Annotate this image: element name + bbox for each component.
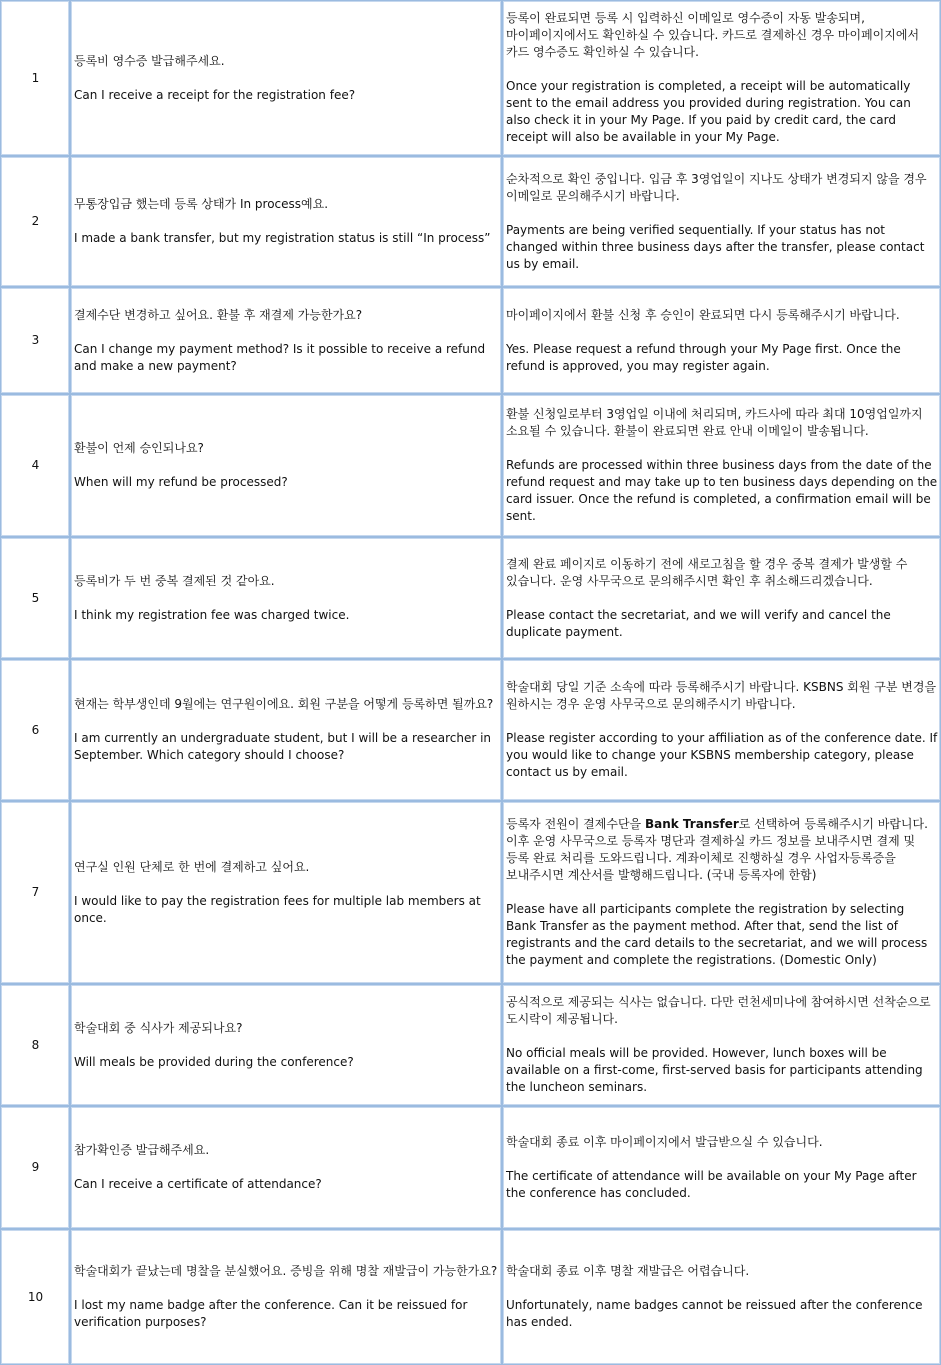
table-row — [0, 394, 941, 537]
answer-korean: 마이페이지에서 환불 신청 후 승인이 완료되면 다시 등록해주시기 바랍니다. — [506, 307, 900, 322]
answer-korean-text: 등록자 전원이 결제수단을 — [506, 817, 645, 831]
answer-cell — [502, 287, 941, 394]
row-number: 10 — [0, 1229, 70, 1365]
answer-korean: 학술대회 종료 이후 명찰 재발급은 어렵습니다. — [506, 1264, 750, 1278]
row-number: 7 — [0, 801, 70, 984]
answer-korean: 학술대회 당일 기준 소속에 따라 등록해주시기 바랍니다. KSBNS 회원 구분 변경을 원하시는 경우 운영 사무국으로 문의해주시기 바랍니다. — [506, 680, 937, 711]
question-english: I think my registration fee was charged twice. — [74, 607, 350, 622]
row-number: 9 — [0, 1106, 70, 1229]
question-cell — [70, 287, 502, 394]
answer-korean: 결제 완료 페이지로 이동하기 전에 새로고침을 할 경우 중복 결제가 발생할 수 있습니다. 운영 사무국으로 문의해주시면 확인 후 취소해드리겠습니다. — [506, 556, 908, 588]
answer-cell — [502, 1106, 941, 1229]
question-english: I am currently an undergraduate student, but I will be a researcher in September. Which category should I choose? — [74, 731, 492, 762]
question-cell — [70, 659, 502, 801]
question-korean: 연구실 인원 단체로 한 번에 결제하고 싶어요. — [74, 859, 310, 874]
row-number: 1 — [0, 0, 70, 156]
question-english: Can I receive a receipt for the registration fee? — [74, 87, 356, 102]
answer-cell — [502, 156, 941, 287]
answer-english: The certificate of attendance will be available on your My Page after the conference has concluded. — [506, 1168, 917, 1200]
answer-korean: 등록이 완료되면 등록 시 입력하신 이메일로 영수증이 자동 발송되며, 마이페이지에서도 확인하실 수 있습니다. 카드로 결제하신 경우 마이페이지에서 카드 영수증도 확인하실 수 있습니다. — [506, 11, 920, 59]
table-row — [0, 984, 941, 1106]
question-english: Will meals be provided during the conference? — [74, 1054, 354, 1069]
question-korean: 등록비가 두 번 중복 결제된 것 같아요. — [74, 573, 275, 588]
table-row — [0, 0, 941, 156]
table-row — [0, 156, 941, 287]
question-english: Can I change my payment method? Is it possible to receive a refund and make a new payment? — [74, 341, 486, 373]
question-korean: 등록비 영수증 발급해주세요. — [74, 53, 225, 68]
answer-english: No official meals will be provided. However, lunch boxes will be available on a first-come, first-served basis for participants attending the luncheon seminars. — [506, 1046, 923, 1094]
answer-korean: 환불 신청일로부터 3영업일 이내에 처리되며, 카드사에 따라 최대 10영업일까지 소요될 수 있습니다. 환불이 완료되면 완료 안내 이메일이 발송됩니다. — [506, 407, 923, 438]
answer-korean: 공식적으로 제공되는 식사는 없습니다. 다만 런천세미나에 참여하시면 선착순으로 도시락이 제공됩니다. — [506, 995, 931, 1026]
question-korean: 무통장입금 했는데 등록 상태가 In process예요. — [74, 197, 329, 211]
answer-english: Payments are being verified sequentially. If your status has not changed within three business days after the transfer, please contact us by email. — [506, 222, 925, 271]
row-number: 5 — [0, 537, 70, 659]
answer-cell — [502, 1229, 941, 1365]
table-row — [0, 287, 941, 394]
question-english: I lost my name badge after the conference. Can it be reissued for verification purposes? — [74, 1298, 468, 1329]
answer-english: Once your registration is completed, a receipt will be automatically sent to the email address you provided during registration. You can also check it in your My Page. If you paid by credit card, the card receipt will also be available in your My Page. — [506, 79, 911, 144]
answer-english: Refunds are processed within three business days from the date of the refund request and may take up to ten business days depending on the card issuer. Once the refund is completed, a confirmation email will be sent. — [506, 458, 938, 523]
row-number: 4 — [0, 394, 70, 537]
question-cell — [70, 801, 502, 984]
answer-english: Unfortunately, name badges cannot be reissued after the conference has ended. — [506, 1298, 923, 1329]
table-row — [0, 1229, 941, 1365]
table-row — [0, 801, 941, 984]
row-number: 6 — [0, 659, 70, 801]
question-cell — [70, 1106, 502, 1229]
question-korean: 환불이 언제 승인되나요? — [74, 441, 204, 455]
row-number: 3 — [0, 287, 70, 394]
question-cell — [70, 394, 502, 537]
question-korean: 현재는 학부생인데 9월에는 연구원이에요. 회원 구분을 어떻게 등록하면 될까요? — [74, 697, 494, 711]
answer-cell — [502, 537, 941, 659]
table-row — [0, 537, 941, 659]
question-english: I would like to pay the registration fees for multiple lab members at once. — [74, 893, 481, 925]
question-cell — [70, 0, 502, 156]
table-row — [0, 659, 941, 801]
table-row — [0, 1106, 941, 1229]
answer-cell — [502, 394, 941, 537]
row-number: 2 — [0, 156, 70, 287]
answer-cell — [502, 984, 941, 1106]
question-cell — [70, 984, 502, 1106]
question-korean: 참가확인증 발급해주세요. — [74, 1143, 210, 1157]
question-english: I made a bank transfer, but my registration status is still “In process” — [74, 231, 491, 245]
question-english: When will my refund be processed? — [74, 475, 288, 489]
answer-english: Please register according to your affiliation as of the conference date. If you would like to change your KSBNS membership category, please contact us by email. — [506, 731, 938, 779]
bank-transfer-emphasis: Bank Transfer — [644, 817, 739, 831]
answer-korean-text: 로 선택하여 등록해주시기 바랍니다. 이후 운영 사무국으로 등록자 명단과 결제하실 카드 정보를 보내주시면 결제 및 등록 완료 처리를 도와드립니다. 계좌이체로 진행하실 경우 사업자등록증을 보내주시면 계산서를 발행해드립니다. (국내 등록자에 한함) — [506, 817, 928, 882]
answer-korean: 학술대회 종료 이후 마이페이지에서 발급받으실 수 있습니다. — [506, 1134, 823, 1149]
answer-cell — [502, 0, 941, 156]
answer-english: Yes. Please request a refund through your My Page first. Once the refund is approved, you may register again. — [506, 341, 901, 373]
answer-english: Please have all participants complete the registration by selecting Bank Transfer as the payment method. After that, send the list of registrants and the card details to the secretariat, and we will process the payment and complete the registrations. (Domestic Only) — [506, 902, 928, 967]
question-cell — [70, 156, 502, 287]
answer-english: Please contact the secretariat, and we will verify and cancel the duplicate payment. — [506, 607, 891, 639]
answer-cell — [502, 659, 941, 801]
question-korean: 학술대회가 끝났는데 명찰을 분실했어요. 증빙을 위해 명찰 재발급이 가능한가요? — [74, 1264, 498, 1278]
question-korean: 결제수단 변경하고 싶어요. 환불 후 재결제 가능한가요? — [74, 307, 363, 322]
question-english: Can I receive a certificate of attendance? — [74, 1177, 322, 1191]
row-number: 8 — [0, 984, 70, 1106]
question-cell — [70, 1229, 502, 1365]
answer-cell — [502, 801, 941, 984]
question-cell — [70, 537, 502, 659]
question-korean: 학술대회 중 식사가 제공되나요? — [74, 1020, 243, 1035]
answer-korean — [506, 816, 938, 884]
answer-korean: 순차적으로 확인 중입니다. 입금 후 3영업일이 지나도 상태가 변경되지 않을 경우 이메일로 문의해주시기 바랍니다. — [506, 171, 927, 203]
